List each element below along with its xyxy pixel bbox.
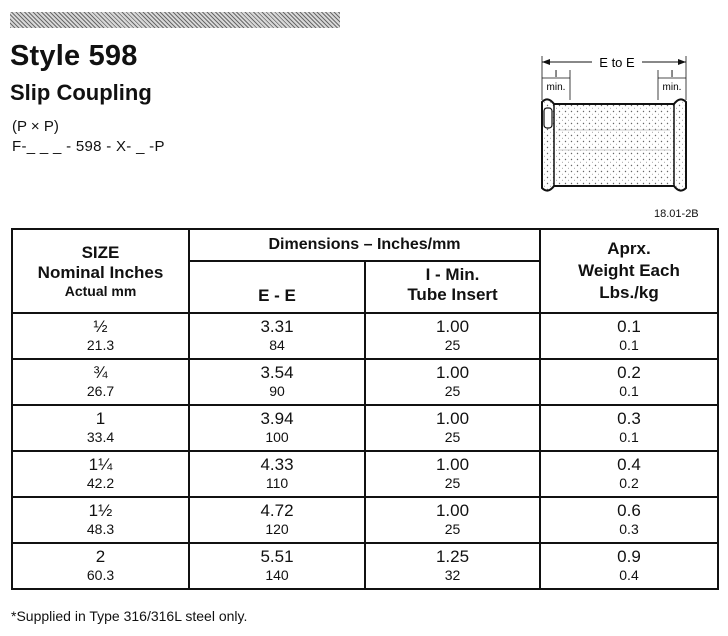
weight-lbs: 0.1 xyxy=(617,317,641,336)
weight-kg: 0.1 xyxy=(619,337,639,353)
weight-kg: 0.1 xyxy=(619,429,639,445)
weight-kg: 0.1 xyxy=(619,383,639,399)
nominal-size: 1 xyxy=(95,409,106,428)
nominal-size: 2 xyxy=(95,547,106,566)
coupling-diagram xyxy=(528,50,698,200)
weight-lbs: 0.9 xyxy=(617,547,641,566)
nominal-size: ¾ xyxy=(93,363,108,382)
ee-mm: 110 xyxy=(265,475,289,491)
ee-inches: 3.54 xyxy=(260,363,294,382)
i-label-left: I xyxy=(554,69,558,80)
weight-header-line2: Weight Each xyxy=(578,261,680,280)
ee-header: E - E xyxy=(189,261,365,313)
table-row xyxy=(12,497,718,543)
weight-header-line3: Lbs./kg xyxy=(599,283,659,302)
size-cell xyxy=(12,543,189,589)
weight-cell xyxy=(540,451,718,497)
ee-mm: 90 xyxy=(269,383,285,399)
weight-cell xyxy=(540,405,718,451)
ee-inches: 4.33 xyxy=(260,455,294,474)
i-inches: 1.25 xyxy=(435,547,470,566)
i-inches: 1.00 xyxy=(435,501,470,520)
ee-cell xyxy=(189,405,365,451)
dimensions-header: Dimensions – Inches/mm xyxy=(189,229,540,261)
actual-size: 26.7 xyxy=(86,383,115,399)
weight-lbs: 0.4 xyxy=(617,455,641,474)
weight-header xyxy=(540,229,718,313)
ee-inches: 3.94 xyxy=(260,409,294,428)
i-min-cell xyxy=(365,543,540,589)
ee-mm: 120 xyxy=(265,521,289,537)
min-label-right: min. xyxy=(662,82,682,93)
size-header xyxy=(12,229,189,313)
i-mm: 25 xyxy=(444,383,461,399)
size-header-line3: Actual mm xyxy=(64,283,137,299)
ee-cell xyxy=(189,497,365,543)
weight-cell xyxy=(540,497,718,543)
nominal-size: 1½ xyxy=(88,501,113,520)
size-cell xyxy=(12,405,189,451)
weight-kg: 0.3 xyxy=(619,521,639,537)
i-label-right: I xyxy=(670,69,674,80)
e-to-e-label: E to E xyxy=(599,55,635,70)
size-header-line1: SIZE xyxy=(81,243,120,262)
size-header-line2: Nominal Inches xyxy=(37,263,164,282)
actual-size: 42.2 xyxy=(86,475,115,491)
i-min-cell xyxy=(365,405,540,451)
i-inches: 1.00 xyxy=(435,455,470,474)
actual-size: 48.3 xyxy=(86,521,115,537)
i-min-cell xyxy=(365,451,540,497)
table-row xyxy=(12,313,718,359)
weight-kg: 0.2 xyxy=(619,475,639,491)
footnote: *Supplied in Type 316/316L steel only. xyxy=(11,608,248,624)
weight-lbs: 0.6 xyxy=(617,501,641,520)
i-inches: 1.00 xyxy=(435,317,470,336)
weight-header-line1: Aprx. xyxy=(607,239,651,258)
ee-cell xyxy=(189,313,365,359)
i-min-cell xyxy=(365,497,540,543)
size-cell xyxy=(12,359,189,405)
table-row xyxy=(12,405,718,451)
ee-mm: 140 xyxy=(265,567,289,583)
i-min-header xyxy=(365,261,540,313)
table-row xyxy=(12,451,718,497)
page-title: Style 598 xyxy=(10,40,138,72)
end-notation: (P × P) xyxy=(12,118,59,135)
ee-cell xyxy=(189,451,365,497)
ee-inches: 5.51 xyxy=(260,547,294,566)
part-number: F-_ _ _ - 598 - X- _ -P xyxy=(12,138,165,155)
i-inches: 1.00 xyxy=(435,409,470,428)
weight-cell xyxy=(540,543,718,589)
nominal-size: 1¼ xyxy=(88,455,113,474)
nominal-size: ½ xyxy=(93,317,108,336)
dimensions-table xyxy=(11,228,719,590)
weight-cell xyxy=(540,313,718,359)
i-mm: 25 xyxy=(444,475,461,491)
ee-mm: 100 xyxy=(265,429,289,445)
i-mm: 32 xyxy=(444,567,461,583)
i-mm: 25 xyxy=(444,521,461,537)
actual-size: 33.4 xyxy=(86,429,115,445)
table-body xyxy=(12,313,718,589)
page-subtitle: Slip Coupling xyxy=(10,80,152,105)
table-row xyxy=(12,359,718,405)
i-min-cell xyxy=(365,359,540,405)
weight-cell xyxy=(540,359,718,405)
size-cell xyxy=(12,497,189,543)
min-label-left: min. xyxy=(546,82,566,93)
header-hatch-bar xyxy=(10,12,340,28)
i-min-header-line2: Tube Insert xyxy=(407,285,498,304)
i-min-header-line1: I - Min. xyxy=(425,265,480,284)
i-min-cell xyxy=(365,313,540,359)
ee-cell xyxy=(189,543,365,589)
weight-lbs: 0.2 xyxy=(617,363,641,382)
table-row xyxy=(12,543,718,589)
size-cell xyxy=(12,451,189,497)
i-inches: 1.00 xyxy=(435,363,470,382)
figure-number: 18.01-2B xyxy=(654,208,699,220)
i-mm: 25 xyxy=(444,337,461,353)
ee-cell xyxy=(189,359,365,405)
size-cell xyxy=(12,313,189,359)
ee-inches: 3.31 xyxy=(260,317,294,336)
i-mm: 25 xyxy=(444,429,461,445)
ee-mm: 84 xyxy=(269,337,285,353)
weight-kg: 0.4 xyxy=(619,567,639,583)
weight-lbs: 0.3 xyxy=(617,409,641,428)
actual-size: 21.3 xyxy=(86,337,115,353)
actual-size: 60.3 xyxy=(86,567,115,583)
ee-inches: 4.72 xyxy=(260,501,294,520)
